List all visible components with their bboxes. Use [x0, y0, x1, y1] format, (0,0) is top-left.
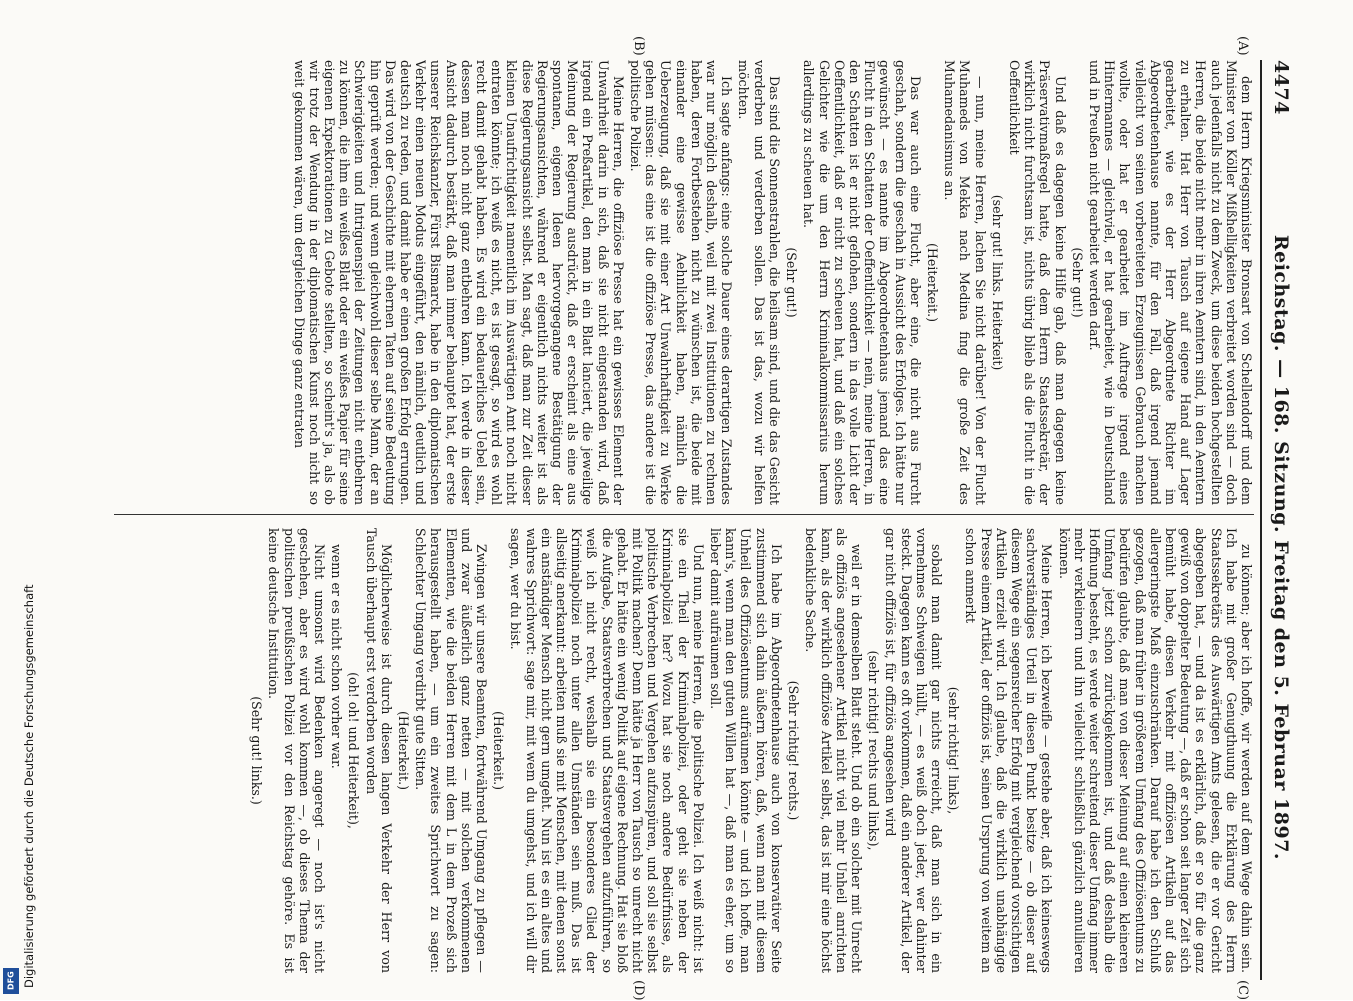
paragraph: Möglicherweise ist durch diesen langen Verkehr der Herr von Tausch überhaupt erst verdorben worden: [363, 528, 394, 973]
paragraph: zu können; aber ich hoffe, wir werden auf dem Wege dahin sein. Ich habe mit großer Genugthuung die Erklärung des Herrn Staatssekretärs des Auswärtigen Amts gelesen, die er vor Gericht abgegeben hat, — und da ist es erklärlich, daß er so für die ganz gewiß von doppelter Bedeutung —, daß er schon seit langer Zeit sich bemüht habe, diesen Verkehr mit offiziösen Artikeln auf das allergeringste Maß einzuschränken. Darauf habe ich den Schluß gezogen, daß man früher in größerem Umfang des Offiziösentums zu bedürfen glaubte, daß man von dieser Meinung auf einen kleineren Umfang jetzt schon zurückgekommen ist, und daß deshalb die Hoffnung besteht, es werde weiter schreitend dieser Umfang immer mehr verkleinern und ihn vielleicht schließlich gänzlich annullieren können.: [1056, 528, 1254, 973]
margin-marker-d: (D): [631, 980, 646, 1001]
paragraph: (sehr richtig! links),: [946, 686, 962, 815]
paragraph: Ich sagte anfangs: eine solche Dauer eines derartigen Zustandes war nur möglich deshalb, weil mit zwei Institutionen zu rechnen haben, deren Fortbestehen nicht zu wünschen ist, die beide mit einander eine gewisse Aehnlichkeit haben, nämlich die Ueberzeugung, daß sie mit einer Art Unwahrhaftigkeit zu Werke gehen müssen: das eine ist die offiziöse Presse, das andere ist die politische Polizei.: [628, 60, 735, 505]
header-rule: [1260, 60, 1262, 980]
paragraph: sobald man damit gar nichts erreicht, daß man sich in ein vornehmes Schweigen hüllt, — es weiß doch jeder, wer dahinter steckt. Dagegen kann es oft vorkommen, daß ein anderer Artikel, der gar nicht offiziös ist, für offiziös angesehen wird: [883, 528, 944, 973]
paragraph: Und nun, meine Herren, die politische Polizei. Ich weiß nicht: ist sie ein Theil der Kriminalpolizei, oder geht sie neben der Kriminalpolizei her? Wozu hat sie noch andere Bedürfnisse, als politische Verbrechen und Vergehen aufzuspüren, und soll sie selbst mit Politik machen? Denn hätte ja Herr von Tausch so unrecht nicht gehabt. Er hätte ein wenig Politik auf eigene Rechnung. Hat sie bloß die Aufgabe, Staatsverbrechen und Staatsvergehen aufzuführen, so weiß ich nicht recht, weshalb sie ein besonderes Glied der Kriminalpolizei noch unter allen Umständen sein muß. Das ist allseitig anerkannt: arbeiten muß sie mit Menschen, mit denen sonst ein anständiger Mensch nicht gern umgeht. Nun ist es ein altes und wahres Sprichwort: sage mir, mit wem du umgehst, und ich will dir sagen, wer du bist.: [508, 528, 706, 973]
paragraph: Zwingen wir unsere Beamten, fortwährend Umgang zu pflegen — und zwar äußerlich ganz netten — mit solchen verkommenen Elementen, wie die beiden Herren mit dem L in dem Prozeß sich herausgestellt haben, — um ein zweites Sprichwort zu sagen: Schlechter Umgang verdirbt gute Sitten.: [413, 528, 490, 973]
right-text-column: [104, 528, 1254, 973]
paragraph: wenn er es nicht schon vorher war.: [329, 544, 345, 769]
column-divider: [114, 514, 1254, 515]
paragraph: (oh! oh! und Heiterkeit),: [346, 672, 362, 829]
paragraph: (sehr gut! links. Heiterkeit): [989, 194, 1005, 371]
paragraph: Meine Herren, ich bezweifle — gestehe aber, daß ich keineswegs sachverständiges Urteil in diesen Punkt besitze — ob dieser auf diesem Wege ein segensreicher Erfolg mit vergleichend vorsichtigen Artikeln erzielt wird. Ich glaube, daß die wirklich unabhängige Presse einem Artikel, der offiziös ist, seinen Ursprung von weitem an schon anmerkt: [963, 528, 1055, 973]
paragraph: Und daß es dagegen keine Hilfe gab, daß man dagegen keine Präservativmaßregel hatte, daß dem Herrn Staatssekretär, der wirklich nicht furchtsam ist, nichts übrig blieb als die Flucht in die Oeffentlichkeit: [1006, 60, 1068, 505]
paragraph: (Heiterkeit.): [396, 711, 412, 790]
paragraph: (Sehr gut! links.): [249, 696, 265, 805]
paragraph: Meine Herren, die offiziöse Presse hat ein gewisses Element der Unwahrheit darin in sich, daß sie nicht eingestanden wird, daß irgend ein Preßartikel, den man in ein Blatt lanciert, die jeweilige Meinung der Regierung ausdrückt, daß er erscheint als eine aus spontanen, eigenen Ideen hervorgegangene Bestätigung der Regierungsansichten, während er eigentlich nichts weiter ist als diese Regierungsansicht selbst. Man sagt, daß man zur Zeit dieser kleinen Unaufrichtigkeit namentlich im Auswärtigen Amt noch nicht entraten könnte; ich weiß es nicht, es ist gesagt, so wird es wohl recht damit gehabt haben. Es wird ein bedauerliches Uebel sein, dessen man noch nicht ganz entbehren kann. Ich werde in dieser Ansicht dadurch bestärkt, daß man immer behauptet hat, der erste unserer Reichskanzler, Fürst Bismarck, habe in den diplomatischen Verkehr einen neuen Modus eingeführt, den nämlich, deutlich und deutsch zu reden, und damit habe er einen großen Erfolg errungen. Das wird von der Geschichte mit ehernen Taten auf seine Bedeutung hin geprüft werden; und wenn gleichwohl dieser selbe Mann, der an Schwierigkeiten und Intriguenspiel der Zeitungen nicht entbehren zu können, die ihm ein weißes Blatt oder ein weißes Papier für seine eigenen Expektorationen zu Gebote stellten, so scheint's ja, als ob wir trotz der Wendung in der diplomatischen Kunst noch nicht so weit gekommen wären, um dergleichen Dinge ganz entraten: [291, 60, 626, 505]
paragraph: (Heiterkeit.): [924, 243, 940, 322]
left-text-column: [104, 60, 1254, 505]
paragraph: (Heiterkeit.): [491, 711, 507, 790]
dfg-logo: DFG: [3, 968, 19, 994]
margin-marker-a: (A): [1235, 36, 1250, 56]
paragraph: (Sehr richtig! rechts.): [786, 680, 802, 821]
page-title: Reichstag. — 168. Sitzung. Freitag den 5. Februar 1897.: [1270, 234, 1292, 861]
paragraph: (sehr richtig! rechts und links),: [866, 650, 882, 851]
digitization-credit: Digitalisierung gefördert durch die Deutsche Forschungsgemeinschaft: [22, 584, 36, 988]
paragraph: (Sehr gut!): [1069, 247, 1085, 318]
paragraph: dem Herrn Kriegsminister Bronsart von Schellendorff und dem Minister von Köller Mißhelligkeiten verbreitet worden sind — doch auch jedenfalls nicht zu dem Zweck, um diese beiden hochgestellten Herren, die beide nicht mehr in ihren Aemtern sind, in den Aemtern zu erhalten. Hat Herr von Tausch auf eigene Hand auf Lager gearbeitet, wie es der Herr Abgeordnete Richter im Abgeordnetenhause nannte, für den Fall, daß irgend jemand vielleicht von seinen vorbereiteten Erzeugnissen Gebrauch machen wollte, oder hat er gearbeitet im Auftrage irgend eines Hintermannes — gleichviel, er hat gearbeitet, wie in Deutschland und in Preußen nicht gearbeitet werden darf.: [1086, 60, 1254, 505]
paragraph: Nicht umsonst wird Bedenken angeregt — noch ist's nicht geschehen, aber es wird wohl kommen —, ob dieses Thema der politischen preußischen Polizei vor den Reichstag gehöre. Es ist keine deutsche Institution.: [266, 528, 328, 973]
paragraph: Das war auch eine Flucht, aber eine, die nicht aus Furcht geschah, sondern die geschah in Aussicht des Erfolges. Ich hätte nur gewünscht — es nannte im Abgeordnetenhaus jemand das eine Flucht in den Schatten der Oeffentlichkeit — nein, meine Herren, in den Schatten ist er nicht geflohen, sondern in das volle Licht der Oeffentlichkeit, daß er nicht zu scheuen hat, und daß ein solches Gelichter wie die um den Herrn Kriminalkommissarius herum allerdings zu scheuen hat.: [801, 60, 923, 505]
rotated-page-content: [56, 0, 1306, 1000]
paragraph: Das sind die Sonnenstrahlen, die heilsam sind, und die das Gesicht verderben und verderben sollen. Das ist das, wozu wir helfen möchten.: [736, 60, 782, 505]
paragraph: — nun, meine Herren, lachen Sie nicht darüber! Von der Flucht Muhameds von Mekka nach Medina fing die große Zeit des Muhamedanismus an.: [942, 60, 988, 505]
margin-marker-c: (C): [1235, 980, 1250, 1001]
paragraph: (Sehr gut!): [784, 247, 800, 318]
margin-marker-b: (B): [631, 36, 646, 56]
paragraph: weil er in demselben Blatt steht. Und ob ein solcher mit Unrecht als offiziös angesehener Artikel nicht viel mehr Unheil anrichten kann, als der wirklich offiziöse Artikel selbst, das ist mir eine höchst bedenkliche Sache.: [803, 528, 864, 973]
page-number: 4474: [1270, 60, 1292, 115]
paragraph: Ich habe im Abgeordnetenhause auch von konservativer Seite zustimmend sich dahin äußern hören, daß, wenn man mit diesem Unheil des Offiziösentums aufräumen könnte — und ich hoffe, man kann's, wenn man den guten Willen hat —, daß man es eher, um so lieber damit aufräumen soll.: [708, 528, 784, 973]
page-header: [1264, 60, 1298, 980]
